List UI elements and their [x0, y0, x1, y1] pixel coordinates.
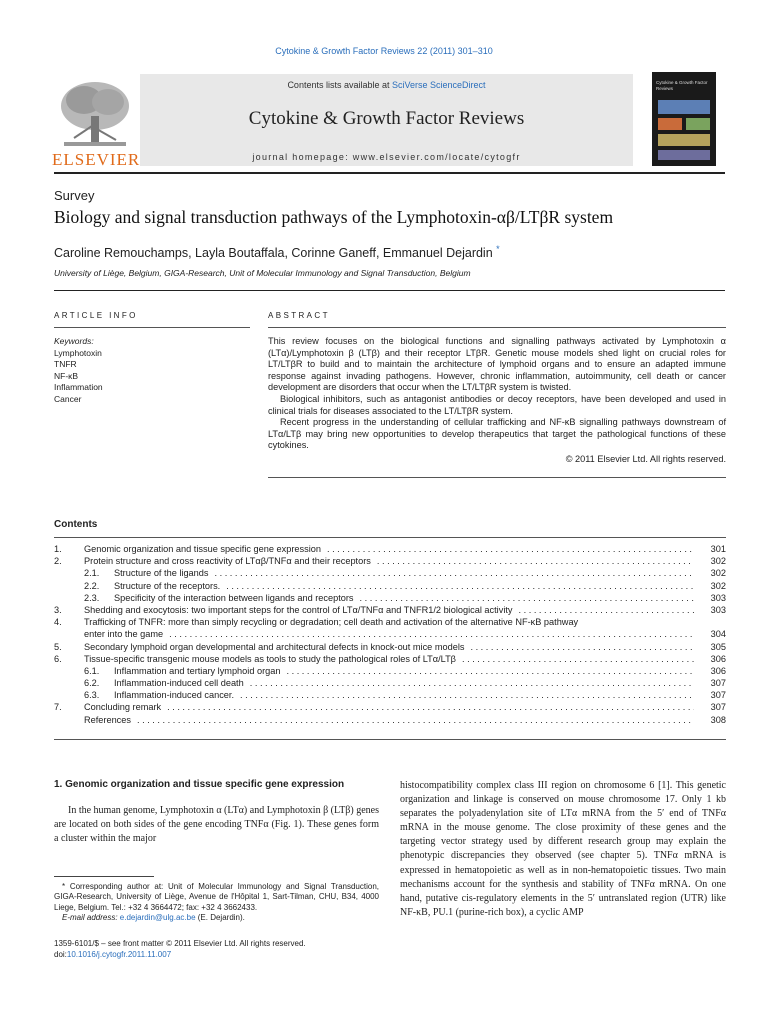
toc-entry[interactable]: [54, 580, 726, 592]
toc-number: 6.1.: [84, 665, 100, 676]
article-type: Survey: [54, 188, 95, 203]
toc-leader-dots: [214, 567, 694, 579]
toc-number: 2.: [54, 556, 62, 567]
abstract-paragraph: This review focuses on the biological functions and signalling pathways activated by Lymphotoxin α (LTα)/Lymphotoxin β (LTβ) and their receptor LTβR. Genetic mouse models shed light on crucial roles for LT/LTβR to build and to maintain the architecture of lymphoid organs and to ensure an adapted immune response against invading pathogens. However, chronic inflammation, autoimmunity, cell death or cancer development are disorders that occur when the LT/LTβR system is twisted.: [268, 336, 726, 393]
email-line: [54, 913, 379, 923]
toc-number: 2.2.: [84, 580, 100, 591]
abstract-copyright: © 2011 Elsevier Ltd. All rights reserved.: [565, 453, 726, 464]
toc-number: 5.: [54, 641, 62, 652]
toc-number: [54, 714, 84, 726]
toc-entry[interactable]: [54, 689, 726, 701]
toc-number: 2.1.: [84, 568, 100, 579]
toc-number: 6.2.: [84, 678, 100, 689]
footnote: [54, 882, 379, 924]
toc-number: [54, 628, 84, 640]
article-info-heading: ARTICLE INFO: [54, 311, 138, 320]
body-column-right: [400, 779, 726, 920]
keyword-item: TNFR: [54, 359, 77, 369]
toc-entry[interactable]: [54, 604, 726, 616]
email-link[interactable]: e.dejardin@ulg.ac.be: [119, 913, 196, 923]
toc-entry[interactable]: [54, 701, 726, 713]
doi-prefix: doi:: [54, 950, 67, 959]
keyword-item: NF-κB: [54, 370, 79, 381]
abstract-paragraph: Biological inhibitors, such as antagonist antibodies or decoy receptors, have been developed and used in clinical trials for diseases associated to the LT/LTβR system.: [268, 393, 726, 416]
authors-text: Caroline Remouchamps, Layla Boutaffala, Corinne Ganeff, Emmanuel Dejardin: [54, 246, 493, 261]
contents-bottom-rule: [54, 739, 726, 740]
toc-entry[interactable]: [54, 543, 726, 555]
toc-leader-dots: [377, 555, 694, 567]
section-heading: 1. Genomic organization and tissue specific gene expression: [54, 779, 345, 790]
toc-page-number: 304: [710, 629, 726, 640]
body-column-left: [54, 804, 379, 846]
toc-page-number: 308: [710, 714, 726, 725]
toc-entry[interactable]: [54, 665, 726, 677]
issn-line: 1359-6101/$ – see front matter © 2011 Elsevier Ltd. All rights reserved.: [54, 939, 306, 948]
toc-leader-dots: [169, 628, 694, 640]
toc-number: 3.: [54, 604, 62, 615]
toc-page-number: 303: [710, 604, 726, 615]
journal-citation[interactable]: Cytokine & Growth Factor Reviews 22 (2011) 301–310: [275, 46, 493, 56]
toc-leader-dots: [360, 592, 694, 604]
toc-entry[interactable]: [54, 653, 726, 665]
keyword-item: Lymphotoxin: [54, 347, 102, 358]
toc-leader-dots: [240, 689, 694, 701]
toc-entry[interactable]: [54, 628, 726, 640]
toc-entry[interactable]: [54, 567, 726, 579]
toc-page-number: 307: [710, 690, 726, 701]
email-label: E-mail address:: [62, 913, 120, 923]
toc-entry[interactable]: [54, 677, 726, 689]
toc-number: 7.: [54, 702, 62, 713]
abstract-body: [268, 336, 726, 466]
toc-page-number: 301: [710, 544, 726, 554]
toc-leader-dots: [462, 653, 694, 665]
keyword-item: Cancer: [54, 393, 82, 404]
toc-leader-dots: [519, 604, 694, 616]
toc-title: References: [84, 714, 131, 725]
toc-page-number: 303: [710, 592, 726, 603]
body-paragraph: histocompatibility complex class III region on chromosome 6 [1]. This genetic organization and linkage is conserved on mouse chromosome 17. Only 1 kb separates the polyadenylation site of LTα mRNA from the 5′ end of TNFα mRNA in the mouse genome. The close proximity of these genes and the targeting vector strategy used by different research group may explain the phenotypic discrepancies they observed (see chapter 5). TNFα mRNA is expressed in hematopoietic as well as in non-hematopoietic tissues. Two main mechanisms account for the synthesis and stability of TNFα mRNA. On one hand, putative cis-regulatory elements in the 5′ untranslated region (UTR) like NF-κB, PU.1 (purine-rich box), a cyclic AMP: [400, 780, 726, 918]
toc-page-number: 306: [710, 665, 726, 676]
corresponding-author-mark[interactable]: *: [496, 244, 500, 254]
toc-leader-dots: [137, 714, 694, 726]
toc-page-number: 302: [710, 556, 726, 567]
abstract-bottom-rule: [268, 477, 726, 478]
abstract-paragraph: Recent progress in the understanding of cellular trafficking and NF-κB signalling pathways downstream of LTα/LTβ may bring new opportunities to develop therapeutics that target the pathological functions of these cytokines.: [268, 417, 726, 451]
toc-leader-dots: [250, 677, 694, 689]
journal-title: Cytokine & Growth Factor Reviews: [248, 108, 525, 129]
title-rule: [54, 290, 725, 291]
toc-title: Structure of the receptors.: [114, 580, 221, 591]
toc-entry[interactable]: [54, 641, 726, 653]
toc-number: 2.3.: [84, 592, 100, 603]
article-title: Biology and signal transduction pathways of the Lymphotoxin-αβ/LTβR system: [54, 207, 614, 227]
toc-title: Protein structure and cross reactivity of LTαβ/TNFα and their receptors: [84, 556, 371, 567]
toc-title: Shedding and exocytosis: two important steps for the control of LTα/TNFα and TNFR1/2 biological activity: [84, 604, 513, 615]
toc-leader-dots: [327, 543, 694, 555]
footnote-rule: [54, 876, 154, 877]
toc-leader-dots: [167, 701, 694, 713]
toc-title: Inflammation and tertiary lymphoid organ: [114, 665, 281, 676]
corresponding-author-note: * Corresponding author at: Unit of Molecular Immunology and Signal Transduction, GIGA-Research, University of Liège, Avenue de l'Hôpital 1, Sart-Tilman, CHU, B34, 4000 Liege, Belgium. Tel.: +32 4 3664472; fax: +32 4 3662433.: [54, 882, 379, 912]
keyword-item: Inflammation: [54, 382, 103, 392]
toc-page-number: 307: [710, 678, 726, 689]
article-info-rule: [54, 327, 250, 328]
abstract-heading: ABSTRACT: [268, 311, 330, 320]
abstract-rule: [268, 327, 726, 328]
toc-leader-dots: [286, 665, 694, 677]
toc-number: 6.: [54, 653, 62, 664]
email-suffix: (E. Dejardin).: [195, 913, 245, 923]
toc-number: 4.: [54, 617, 62, 628]
journal-cover-thumbnail[interactable]: [652, 72, 716, 166]
contents-available-line: [140, 80, 633, 90]
doi-line: [54, 949, 306, 960]
toc-title: Trafficking of TNFR: more than simply recycling or degradation; cell death and activation of the alternative NF-κB pathway: [84, 617, 579, 628]
toc-title: Secondary lymphoid organ developmental and architectural defects in knock-out mice models: [84, 641, 465, 652]
table-of-contents: [54, 543, 726, 726]
toc-entry[interactable]: [54, 616, 726, 628]
toc-leader-dots: [226, 580, 694, 592]
toc-title: Genomic organization and tissue specific gene expression: [84, 544, 321, 554]
sciencedirect-link[interactable]: SciVerse ScienceDirect: [392, 80, 486, 90]
contents-prefix: Contents lists available at: [287, 80, 392, 90]
toc-page-number: 307: [710, 702, 726, 713]
toc-title: Inflammation-induced cell death: [114, 678, 244, 689]
author-list: [54, 244, 500, 260]
toc-entry[interactable]: [54, 714, 726, 726]
toc-title: Concluding remark: [84, 702, 162, 713]
toc-page-number: 306: [710, 653, 726, 664]
toc-entry[interactable]: [54, 592, 726, 604]
toc-title: Structure of the ligands: [114, 568, 209, 579]
toc-title: Specificity of the interaction between ligands and receptors: [114, 592, 354, 603]
toc-number: 6.3.: [84, 690, 100, 701]
toc-page-number: 302: [710, 568, 726, 579]
keywords-label: Keywords:: [54, 336, 94, 346]
toc-number: 1.: [54, 544, 62, 554]
contents-top-rule: [54, 537, 726, 538]
toc-entry[interactable]: [54, 555, 726, 567]
front-matter: [54, 938, 306, 960]
header-rule: [54, 172, 725, 174]
toc-page-number: 305: [710, 641, 726, 652]
elsevier-wordmark: ELSEVIER: [52, 150, 141, 169]
doi-link[interactable]: 10.1016/j.cytogfr.2011.11.007: [66, 950, 172, 959]
toc-title: enter into the game: [84, 629, 164, 640]
affiliation: University of Liège, Belgium, GIGA-Research, Unit of Molecular Immunology and Signal Transduction, Belgium: [54, 268, 471, 278]
journal-homepage[interactable]: journal homepage: www.elsevier.com/locate/cytogfr: [252, 152, 521, 162]
toc-title: Inflammation-induced cancer.: [114, 690, 235, 701]
body-paragraph: In the human genome, Lymphotoxin α (LTα) and Lymphotoxin β (LTβ) genes are located on both sides of the gene encoding TNFα (Fig. 1). These genes form a cluster within the major: [54, 805, 379, 844]
toc-leader-dots: [470, 641, 694, 653]
toc-title: Tissue-specific transgenic mouse models as tools to study the pathological roles of LTα/LTβ: [84, 653, 456, 664]
toc-page-number: 302: [710, 580, 726, 591]
cover-title: Cytokine & Growth Factor Reviews: [656, 80, 708, 91]
contents-heading: Contents: [54, 519, 98, 530]
